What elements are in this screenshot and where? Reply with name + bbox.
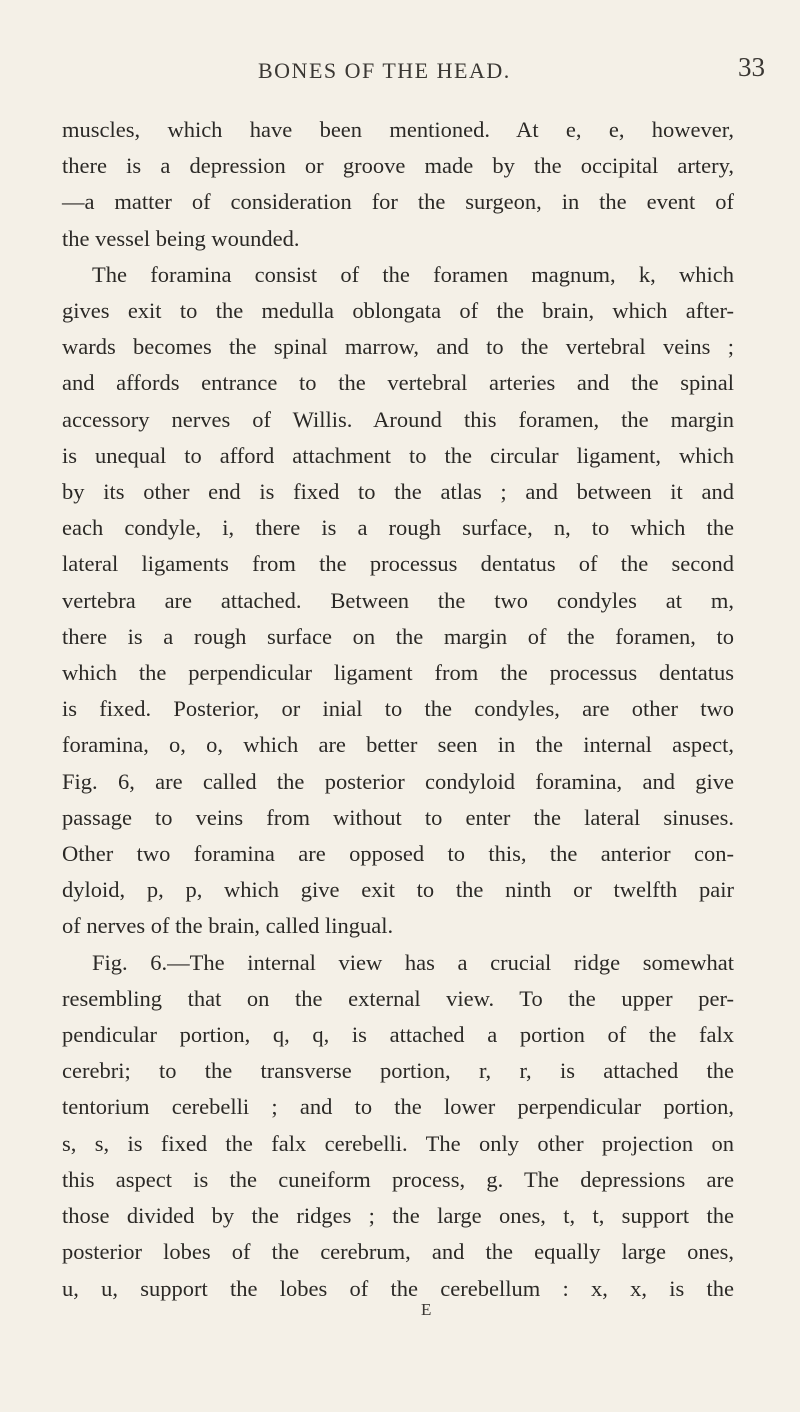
text-line: of nerves of the brain, called lingual.: [62, 913, 394, 939]
text-line: s, s, is fixed the falx cerebelli. The only other projection on: [62, 1130, 734, 1156]
text-line: is fixed. Posterior, or inial to the condyles, are other two: [62, 696, 734, 722]
text-line: which the perpendicular ligament from the processus dentatus: [62, 660, 734, 686]
text-line: Fig. 6.—The internal view has a crucial ridge somewhat: [92, 949, 734, 975]
text-line: muscles, which have been mentioned. At e, e, however,: [62, 117, 734, 142]
page-number: 33: [738, 52, 765, 82]
text-line: there is a depression or groove made by the occipital artery,: [62, 153, 734, 179]
text-line: is unequal to afford attachment to the circular ligament, which: [62, 442, 734, 468]
text-line: gives exit to the medulla oblongata of the brain, which after-: [62, 298, 734, 324]
text-line: wards becomes the spinal marrow, and to the vertebral veins ;: [62, 334, 734, 360]
text-line: there is a rough surface on the margin of the foramen, to: [62, 623, 734, 649]
text-line: —a matter of consideration for the surgeon, in the event of: [62, 189, 734, 215]
text-line: pendicular portion, q, q, is attached a portion of the falx: [62, 1022, 734, 1048]
text-line: u, u, support the lobes of the cerebellum : x, x, is the: [62, 1275, 734, 1301]
text-line: posterior lobes of the cerebrum, and the equally large ones,: [62, 1239, 734, 1265]
text-line: The foramina consist of the foramen magnum, k, which: [92, 261, 734, 287]
text-line: passage to veins from without to enter the lateral sinuses.: [62, 804, 734, 830]
text-line: by its other end is fixed to the atlas ; and between it and: [62, 479, 734, 505]
body-text: [62, 112, 734, 1307]
signature-mark: E: [421, 1300, 432, 1319]
text-line: foramina, o, o, which are better seen in the internal aspect,: [62, 732, 734, 758]
text-line: lateral ligaments from the processus dentatus of the second: [62, 551, 734, 577]
text-line: those divided by the ridges ; the large ones, t, t, support the: [62, 1203, 734, 1229]
text-line: the vessel being wounded.: [62, 225, 300, 251]
text-line: dyloid, p, p, which give exit to the ninth or twelfth pair: [62, 877, 734, 903]
text-line: each condyle, i, there is a rough surface, n, to which the: [62, 515, 734, 541]
text-line: this aspect is the cuneiform process, g. The depressions are: [62, 1166, 734, 1192]
text-line: tentorium cerebelli ; and to the lower perpendicular portion,: [62, 1094, 734, 1120]
text-line: accessory nerves of Willis. Around this foramen, the margin: [62, 406, 734, 432]
text-line: Other two foramina are opposed to this, the anterior con-: [62, 841, 734, 867]
text-line: Fig. 6, are called the posterior condyloid foramina, and give: [62, 768, 734, 794]
text-line: vertebra are attached. Between the two condyles at m,: [62, 587, 734, 613]
running-head: BONES OF THE HEAD.: [258, 58, 511, 83]
text-line: cerebri; to the transverse portion, r, r, is attached the: [62, 1058, 734, 1084]
text-line: and affords entrance to the vertebral arteries and the spinal: [62, 370, 734, 396]
text-line: resembling that on the external view. To the upper per-: [62, 985, 734, 1011]
